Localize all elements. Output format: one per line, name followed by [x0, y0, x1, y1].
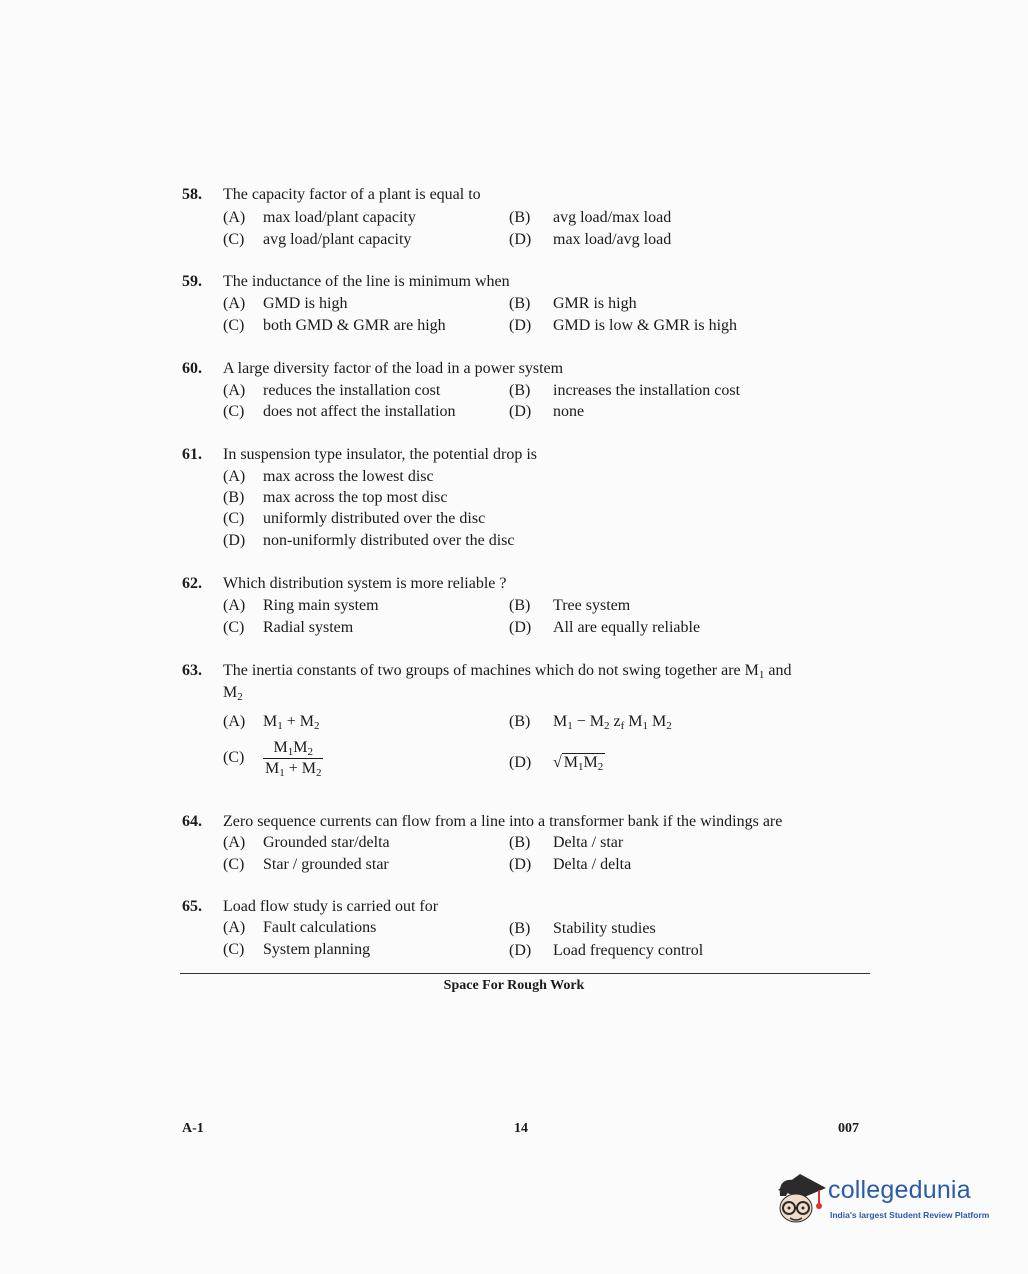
question-text: The inductance of the line is minimum when [223, 273, 510, 290]
formula-d: √ $M_1M_2$ [553, 754, 604, 773]
option-c: (C) Star / grounded star [223, 856, 389, 873]
question-number: 62. [182, 575, 202, 592]
option-d: (D) max load/avg load [509, 231, 672, 248]
option-a: (A) max load/plant capacity [223, 209, 416, 226]
option-a: (A) max across the lowest disc [223, 468, 434, 485]
question-text: Zero sequence currents can flow from a line into a transformer bank if the windings are [223, 813, 783, 830]
question-text: The capacity factor of a plant is equal to [223, 186, 481, 203]
question-text: Load flow study is carried out for [223, 898, 439, 915]
rough-work-label: Space For Rough Work [443, 978, 585, 993]
option-b: (B) Stability studies [509, 920, 656, 937]
option-c: (C) Radial system [223, 619, 354, 636]
logo-wordmark: collegedunia [828, 1176, 971, 1204]
option-a: (A) Ring main system [223, 597, 379, 614]
option-d: (D) Delta / delta [509, 856, 632, 873]
option-b: (B) avg load/max load [509, 209, 672, 226]
option-a: (A) Fault calculations [223, 919, 377, 936]
option-d: (D) non-uniformly distributed over the disc [223, 532, 515, 549]
option-b: (B) $M_1 - M_2$ $z_f$ $M_1$ $M_2$ [509, 713, 672, 732]
option-a: (A) GMD is high [223, 295, 348, 312]
option-b: (B) max across the top most disc [223, 489, 448, 506]
question-number: 65. [182, 898, 202, 915]
option-d: (D) All are equally reliable [509, 619, 701, 636]
option-c: (C) $\frac{M_1M_2}{M_1 + M_2}$ [223, 739, 322, 779]
option-d: (D) none [509, 403, 585, 420]
option-a: (A) $M_1 + M_2$ [223, 713, 320, 732]
option-d: (D) GMD is low & GMR is high [509, 317, 738, 334]
option-d: (D) Load frequency control [509, 942, 704, 959]
question-number: 64. [182, 813, 202, 830]
booklet-code: A-1 [182, 1121, 204, 1136]
option-c: (C) System planning [223, 941, 371, 958]
option-b: (B) Tree system [509, 597, 631, 614]
option-b: (B) increases the installation cost [509, 382, 741, 399]
question-text: Which distribution system is more reliable ? [223, 575, 507, 592]
option-a: (A) Grounded star/delta [223, 834, 390, 851]
question-number: 59. [182, 273, 202, 290]
option-c: (C) avg load/plant capacity [223, 231, 412, 248]
option-c: (C) both GMD & GMR are high [223, 317, 446, 334]
divider [180, 973, 870, 974]
question-number: 60. [182, 360, 202, 377]
paper-code: 007 [838, 1121, 859, 1136]
option-c: (C) does not affect the installation [223, 403, 456, 420]
formula-b: $M_1 - M_2$ $z_f$ $M_1$ $M_2$ [553, 713, 672, 732]
option-d: (D) √ $M_1M_2$ [509, 754, 604, 773]
mascot-icon [770, 1168, 830, 1232]
page-number: 14 [514, 1121, 528, 1136]
collegedunia-logo [770, 1168, 1000, 1232]
logo-tagline: India's largest Student Review Platform [830, 1210, 990, 1220]
formula-c: $\frac{M_1M_2}{M_1 + M_2}$ [265, 739, 322, 779]
question-text: In suspension type insulator, the potential drop is [223, 446, 537, 463]
option-c: (C) uniformly distributed over the disc [223, 510, 486, 527]
question-text: The inertia constants of two groups of machines which do not swing together are $M_1$ and $M_2$ [223, 662, 792, 703]
question-number: 61. [182, 446, 202, 463]
question-number: 58. [182, 186, 202, 203]
question-number: 63. [182, 662, 202, 679]
question-text: A large diversity factor of the load in a power system [223, 360, 564, 377]
formula-a: $M_1 + M_2$ [263, 713, 320, 732]
option-b: (B) GMR is high [509, 295, 637, 312]
option-b: (B) Delta / star [509, 834, 624, 851]
option-a: (A) reduces the installation cost [223, 382, 441, 399]
